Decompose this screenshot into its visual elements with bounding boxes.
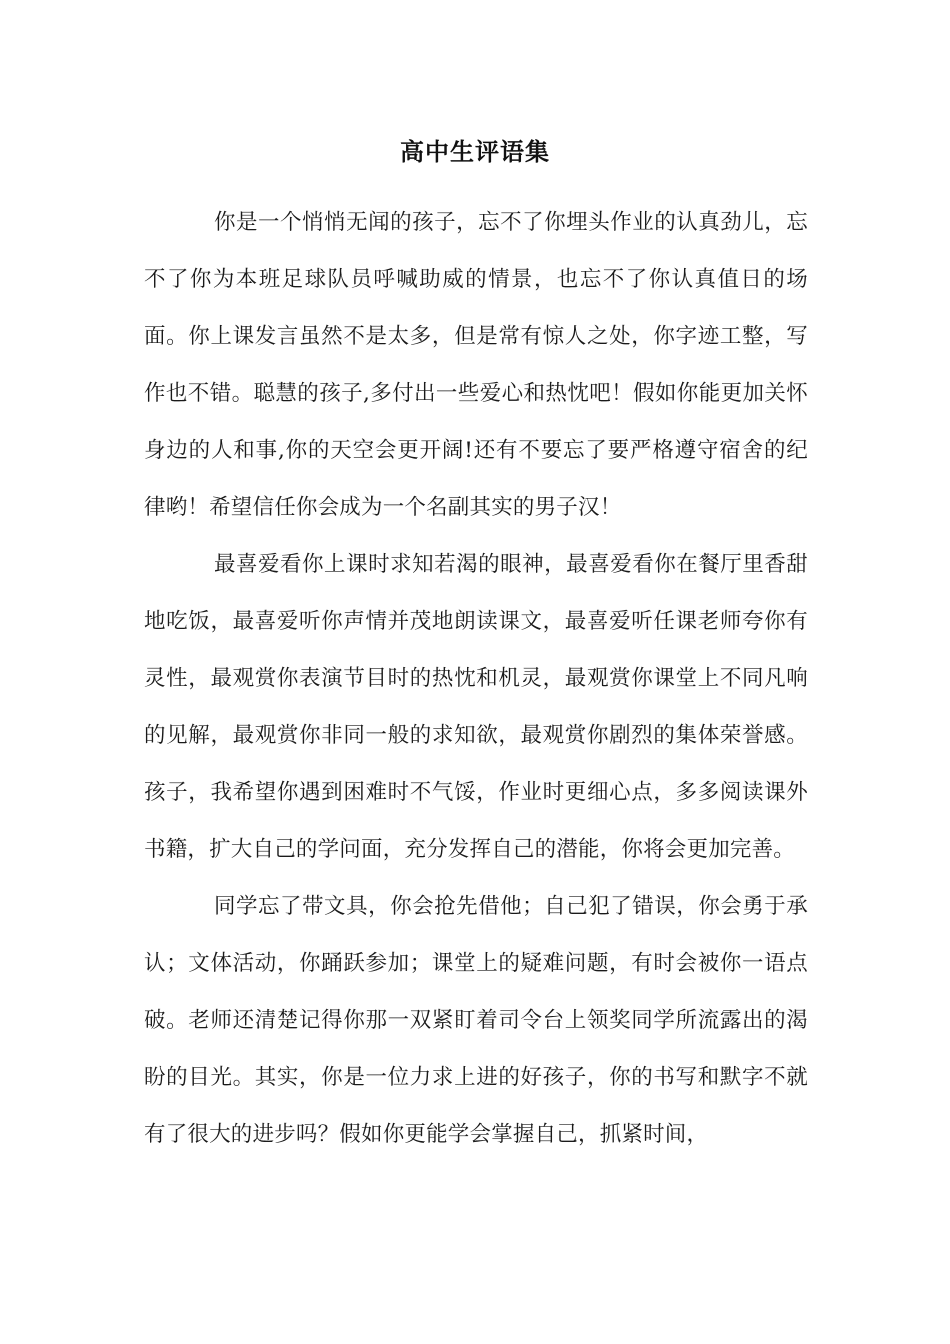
document-title: 高中生评语集 (400, 137, 550, 166)
paragraph-3: 同学忘了带文具，你会抢先借他；自己犯了错误，你会勇于承认；文体活动，你踊跃参加；课堂上的疑难问题，有时会被你一语点破。老师还清楚记得你那一双紧盯着司令台上领奖同学所流露出的渴盼的目光。其实，你是一位力求上进的好孩子，你的书写和默字不就有了很大的进步吗？假如你更能学会掌握自己，抓紧时间， (144, 894, 808, 1147)
paragraph-2: 最喜爱看你上课时求知若渴的眼神，最喜爱看你在餐厅里香甜地吃饭，最喜爱听你声情并茂地朗读课文，最喜爱听任课老师夸你有灵性，最观赏你表演节目时的热忱和机灵，最观赏你课堂上不同凡响的见解，最观赏你非同一般的求知欲，最观赏你剧烈的集体荣誉感。孩子，我希望你遇到困难时不气馁，作业时更细心点，多多阅读课外书籍，扩大自己的学问面，充分发挥自己的潜能，你将会更加完善。 (144, 552, 808, 862)
paragraph-1: 你是一个悄悄无闻的孩子，忘不了你埋头作业的认真劲儿，忘不了你为本班足球队员呼喊助威的情景，也忘不了你认真值日的场面。你上课发言虽然不是太多，但是常有惊人之处，你字迹工整，写作也不错。聪慧的孩子,多付出一些爱心和热忱吧！假如你能更加关怀身边的人和事,你的天空会更开阔!还有不要忘了要严格遵守宿舍的纪律哟！希望信任你会成为一个名副其实的男子汉！ (144, 210, 808, 520)
document-body (144, 194, 808, 1163)
